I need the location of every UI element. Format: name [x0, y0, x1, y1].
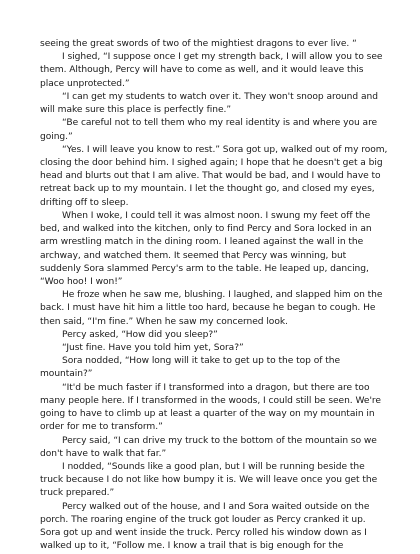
- paragraph-4: “Be careful not to tell them who my real identity is and where you are going.”: [40, 118, 378, 142]
- paragraph-2: I sighed, “I suppose once I get my strength back, I will allow you to see them. Although, Percy will have to come as well, and it would leave this place unprotected.”: [40, 52, 383, 89]
- paragraph-13: I nodded, “Sounds like a good plan, but I will be running beside the truck because I do not like how bumpy it is. We will leave once you get the truck prepared.”: [40, 462, 378, 499]
- paragraph-3: “I can get my students to watch over it. They won't snoop around and will make sure this place is perfectly fine.”: [40, 91, 378, 116]
- paragraph-1: seeing the great swords of two of the mightiest dragons to ever live. “: [40, 39, 357, 49]
- paragraph-7: He froze when he saw me, blushing. I laughed, and slapped him on the back. I must have hit him a little too hard, because he began to cough. He then said, “I'm fine.” When he saw my concerned look.: [40, 290, 383, 327]
- paragraph-11: “It'd be much faster if I transformed into a dragon, but there are too many people here. If I transformed in the woods, I could still be seen. We're going to have to climb up at least a quarter of the way on my mountain in order for me to transform.”: [40, 382, 381, 433]
- paragraph-6: When I woke, I could tell it was almost noon. I swung my feet off the bed, and walked into the kitchen, only to find Percy and Sora locked in an arm wrestling match in the dining room. I leaned against the wall in the archway, and watched them. It seemed that Percy was winning, but suddenly Sora slammed Percy's arm to the table. He leaped up, dancing, “Woo hoo! I won!”: [40, 210, 372, 287]
- paragraph-8: Percy asked, “How did you sleep?”: [62, 329, 218, 340]
- paragraph-10: Sora nodded, “How long will it take to get up to the top of the mountain?”: [40, 356, 341, 380]
- paragraph-14: Percy walked out of the house, and I and Sora waited outside on the porch. The roaring engine of the truck got louder as Percy cranked it up. Sora got up and went inside the truck. Percy rolled his window down as I walked up to it, “Follow me. I know a trail that is big enough for the: [40, 501, 370, 552]
- paragraph-5: “Yes. I will leave you know to rest.” Sora got up, walked out of my room, closing the door behind him. I sighed again; I hope that he doesn't get a big head and blurts out that I am alive. That would be bad, and I would have to retreat back up to my mountain. I let the thought go, and closed my eyes, drifting off to sleep.: [40, 144, 388, 208]
- paragraph-9: “Just fine. Have you told him yet, Sora?”: [62, 343, 244, 354]
- paragraph-12: Percy said, “I can drive my truck to the bottom of the mountain so we don't have to walk that far.”: [40, 435, 377, 459]
- document-page: [40, 38, 388, 554]
